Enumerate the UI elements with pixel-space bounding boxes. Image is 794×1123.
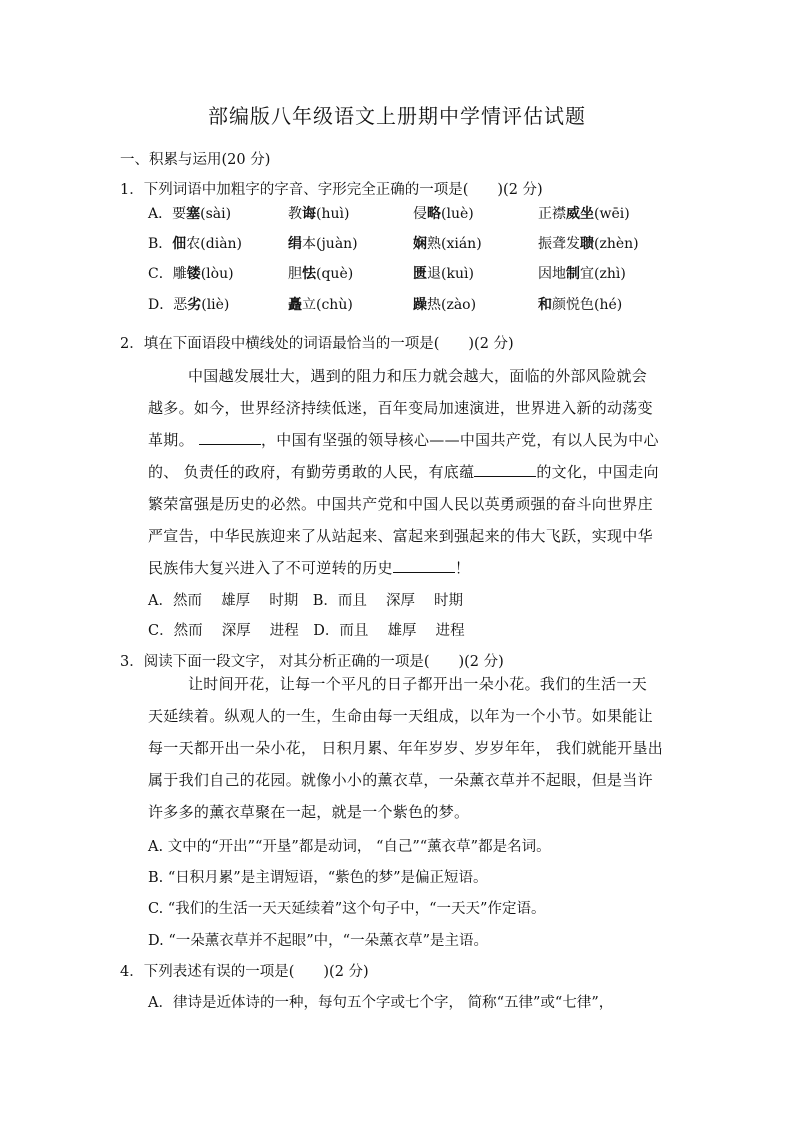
question-3-option-c: C. “我们的生活一天天延续着”这个句子中，“一天天”作定语。 xyxy=(148,901,546,917)
question-3-option-b: B. “日积月累”是主谓短语，“紫色的梦”是偏正短语。 xyxy=(148,870,488,886)
option-item: 侵略(luè) xyxy=(413,206,474,222)
option-item: 和颜悦色(hé) xyxy=(538,297,623,313)
option-item: 匮退(kuì) xyxy=(413,266,474,282)
option-item: A．要塞(sài) xyxy=(148,206,232,222)
passage-line: 让时间开花，让每一个平凡的日子都开出一朵小花。我们的生活一天 xyxy=(188,675,648,693)
passage-line: 每一天都开出一朵小花， 日积月累、年年岁岁、岁岁年年， 我们就能开垦出 xyxy=(148,739,664,757)
question-3-option-d: D. “一朵薰衣草并不起眼”中，“一朵薰衣草”是主语。 xyxy=(148,933,488,949)
question-1-option-row xyxy=(148,263,626,283)
passage-line: 民族伟大复兴进入了不可逆转的历史 ！ xyxy=(148,559,471,577)
answer-blank xyxy=(199,430,261,445)
option-item: 胆怯(què) xyxy=(288,266,354,282)
question-4-option-a: A．律诗是近体诗的一种，每句五个字或七个字， 简称“五律”或“七律”， xyxy=(148,995,614,1011)
option-item: 因地制宜(zhì) xyxy=(538,266,626,282)
option-item: B．佃农(diàn) xyxy=(148,236,243,252)
page-title: 部编版八年级语文上册期中学情评估试题 xyxy=(208,104,586,128)
question-1-option-row xyxy=(148,294,622,314)
question-1-option-row xyxy=(148,203,630,223)
passage-line: 繁荣富强是历史的必然。中国共产党和中国人民以英勇顽强的奋斗向世界庄 xyxy=(148,495,653,513)
question-1-stem: 1．下列词语中加粗字的字音、字形完全正确的一项是( )(2 分) xyxy=(120,182,543,198)
section-heading: 一、积累与运用(20 分) xyxy=(120,152,271,168)
option-item: 躁热(zào) xyxy=(413,297,477,313)
option-item: 教诲(huì) xyxy=(288,206,350,222)
question-2-options-ab: A．然而 雄厚 时期 B．而且 深厚 时期 xyxy=(148,593,464,609)
option-item: D．恶劣(liè) xyxy=(148,297,230,313)
option-item: 矗立(chù) xyxy=(288,297,353,313)
option-item: 振聋发聩(zhèn) xyxy=(538,236,639,252)
option-item: 娴熟(xián) xyxy=(413,236,482,252)
answer-blank xyxy=(393,558,455,573)
passage-line: 的、 负责任的政府，有勤劳勇敢的人民，有底蕴 的文化，中国走向 xyxy=(148,463,659,481)
question-2-options-cd: C．然而 深厚 进程 D．而且 雄厚 进程 xyxy=(148,623,465,639)
question-3-option-a: A. 文中的“开出”“开垦”都是动词， “自己”“薰衣草”都是名词。 xyxy=(148,839,551,855)
passage-line: 严宣告，中华民族迎来了从站起来、富起来到强起来的伟大飞跃，实现中华 xyxy=(148,527,653,545)
passage-line: 天延续着。纵观人的一生，生命由每一天组成，以年为一个小节。如果能让 xyxy=(148,707,653,725)
passage-line: 中国越发展壮大，遇到的阻力和压力就会越大，面临的外部风险就会 xyxy=(188,367,648,385)
option-item: 正襟威坐(wēi) xyxy=(538,206,630,222)
question-4-stem: 4．下列表述有误的一项是( )(2 分) xyxy=(120,964,369,980)
passage-line: 属于我们自己的花园。就像小小的薰衣草，一朵薰衣草并不起眼，但是当许 xyxy=(148,771,653,789)
option-item: 绢本(juàn) xyxy=(288,236,358,252)
answer-blank xyxy=(474,462,536,477)
question-2-stem: 2．填在下面语段中横线处的词语最恰当的一项是( )(2 分) xyxy=(120,336,514,352)
question-3-stem: 3．阅读下面一段文字， 对其分析正确的一项是( )(2 分) xyxy=(120,654,504,670)
question-1-option-row xyxy=(148,233,639,253)
option-item: C．雕镂(lòu) xyxy=(148,266,234,282)
passage-line: 革期。 ，中国有坚强的领导核心——中国共产党，有以人民为中心 xyxy=(148,431,659,449)
passage-line: 许多多的薰衣草聚在一起，就是一个紫色的梦。 xyxy=(148,803,470,821)
passage-line: 越多。如今，世界经济持续低迷，百年变局加速演进，世界进入新的动荡变 xyxy=(148,399,653,417)
